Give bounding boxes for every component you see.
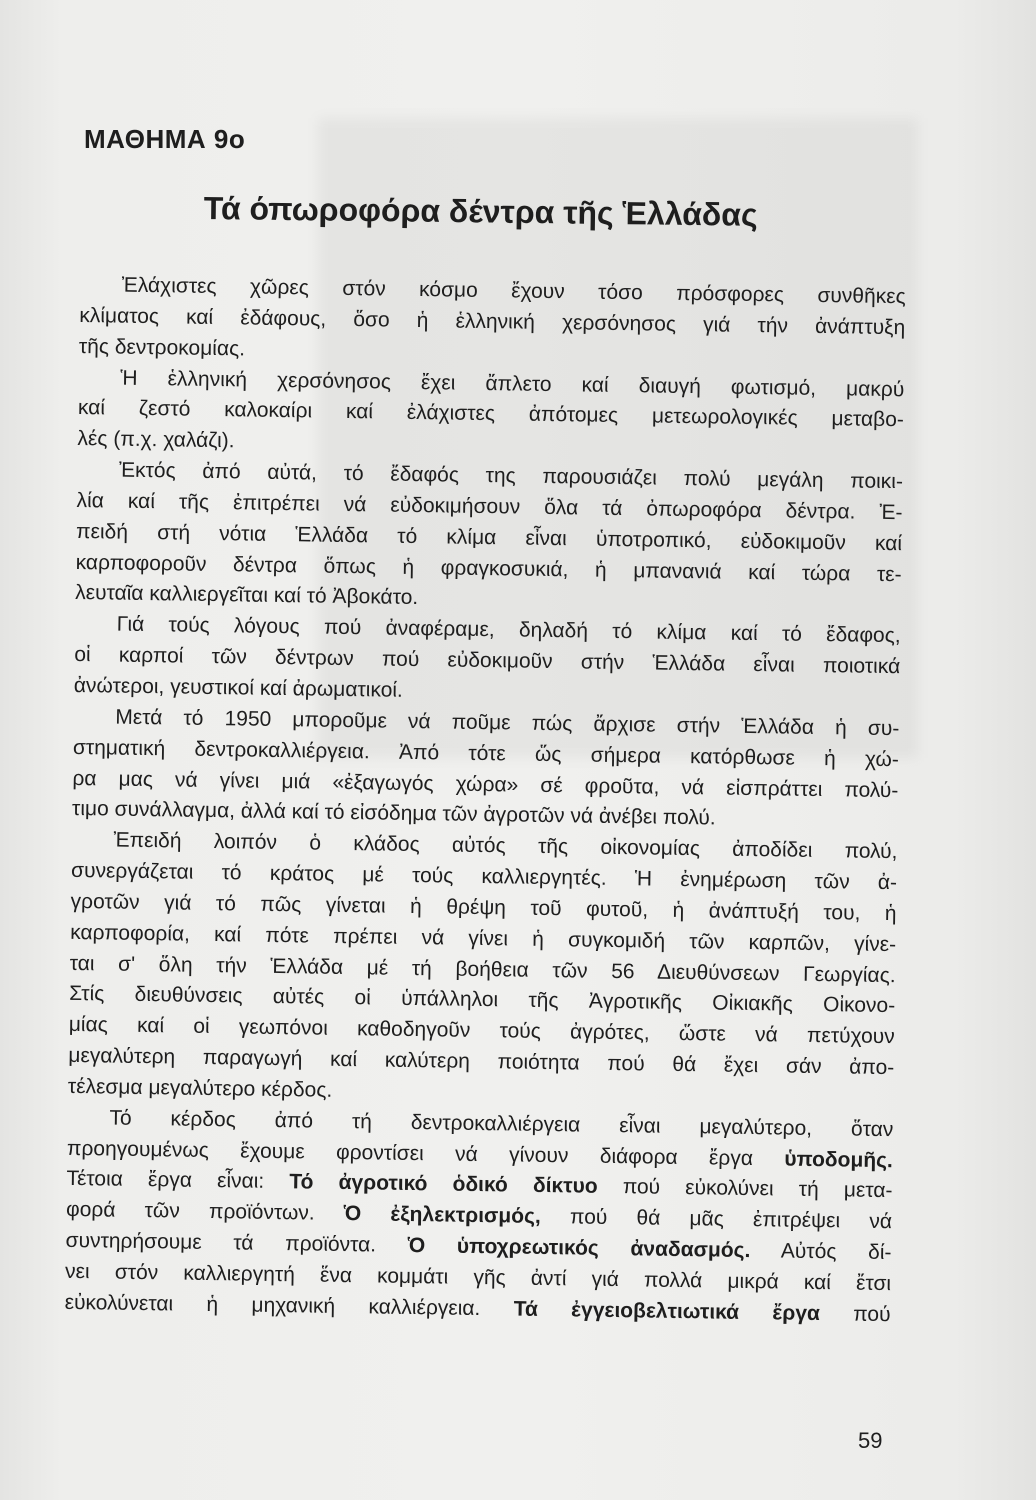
text-line: λευταῖα καλλιεργεῖται καί τό Ἀβοκάτο. bbox=[75, 581, 419, 610]
text-line: μεγαλύτερη παραγωγή καί καλύτερη ποιότητα πού θά ἔχει σάν ἀπο- bbox=[68, 1044, 895, 1080]
bold-term: Ὁ ἐξηλεκτρισμός, bbox=[343, 1202, 541, 1229]
text-line: Τό κέρδος ἀπό τή δεντροκαλλιέργεια εἶναι μεγαλύτερο, ὅταν bbox=[109, 1106, 894, 1141]
text-line: Ἡ ἑλληνική χερσόνησος ἔχει ἄπλετο καί διαυγή φωτισμό, μακρύ bbox=[120, 366, 905, 401]
text-line: Μετά τό 1950 μποροῦμε νά ποῦμε πώς ἄρχισε στήν Ἑλλάδα ἡ συ- bbox=[115, 705, 900, 741]
text-line: κλίματος καί ἐδάφους, ὅσο ἡ ἑλληνική χερσόνησος γιά τήν ἀνάπτυξη bbox=[79, 303, 906, 340]
text-line: Στίς διευθύνσεις αὐτές οἱ ὑπάλληλοι τῆς Ἀγροτικῆς Οἰκιακῆς Οἰκονο- bbox=[69, 982, 896, 1018]
text-line: τέλεσμα μεγαλύτερο κέρδος. bbox=[67, 1074, 333, 1102]
text-line: Ἐλάχιστες χῶρες στόν κόσμο ἔχουν τόσο πρόσφορες συνθῆκες bbox=[121, 273, 906, 309]
text-line: εὐκολύνεται ἡ μηχανική καλλιέργεια. Τά ἐγγειοβελτιωτικά ἔργα πού bbox=[64, 1290, 891, 1326]
text-line: ἀνώτεροι, γευστικοί καί ἀρωματικοί. bbox=[73, 673, 404, 702]
text-line: νει στόν καλλιεργητή ἕνα κομμάτι γῆς ἀντί γιά πολλά μικρά καί ἔτσι bbox=[64, 1259, 892, 1296]
text-line: στηματική δεντροκαλλιέργεια. Ἀπό τότε ὥς σήμερα κατόρθωσε ἡ χώ- bbox=[72, 735, 900, 771]
text-line: ρα μας νά γίνει μιά «ἐξαγωγός χώρα» σέ φροῦτα, νά εἰσπράττει πολύ- bbox=[72, 766, 899, 802]
text-line: λές (π.χ. χαλάζι). bbox=[77, 427, 235, 453]
text-line: καί ζεστό καλοκαίρι καί ἐλάχιστες ἀπότομες μετεωρολογικές μεταβο- bbox=[77, 396, 905, 432]
text-line: καρποφορία, καί πότε πρέπει νά γίνει ἡ συγκομιδή τῶν καρπῶν, γίνε- bbox=[70, 920, 897, 956]
body-text bbox=[64, 270, 905, 1331]
bold-term: Τό ἀγροτικό ὁδικό δίκτυο bbox=[289, 1170, 598, 1199]
text-line: Τέτοια ἔργα εἶναι: Τό ἀγροτικό ὁδικό δίκτυο πού εὐκολύνει τή μετα- bbox=[66, 1167, 893, 1203]
page-number: 59 bbox=[858, 1428, 883, 1453]
text-line: Ἐπειδή λοιπόν ὁ κλάδος αὐτός τῆς οἰκονομίας ἀποδίδει πολύ, bbox=[113, 828, 898, 864]
chapter-title: Τά όπωροφόρα δέντρα τῆς Ἑλλάδας bbox=[203, 190, 758, 233]
text-line: φορά τῶν προϊόντων. Ὁ ἐξηλεκτρισμός, πού θά μᾶς ἐπιτρέψει νά bbox=[65, 1198, 893, 1234]
text-line: μίας καί οἱ γεωπόνοι καθοδηγοῦν τούς ἀγρότες, ὥστε νά πετύχουν bbox=[68, 1013, 895, 1049]
text-line: ται σ' ὅλη τήν Ἑλλάδα μέ τή βοήθεια τῶν 56 Διευθύνσεων Γεωργίας. bbox=[69, 951, 896, 987]
text-line: Γιά τούς λόγους πού ἀναφέραμε, δηλαδή τό κλίμα καί τό ἔδαφος, bbox=[116, 612, 901, 648]
text-line: καρποφοροῦν δέντρα ὅπως ἡ φραγκοσυκιά, ἡ μπανανιά καί τώρα τε- bbox=[75, 550, 902, 586]
text-line: οἱ καρποί τῶν δέντρων πού εὐδοκιμοῦν στήν Ἑλλάδα εἶναι ποιοτικά bbox=[74, 643, 901, 679]
text-line: τῆς δεντροκομίας. bbox=[78, 334, 246, 361]
text-line: συνεργάζεται τό κράτος μέ τούς καλλιεργητές. Ἡ ἐνημέρωση τῶν ἀ- bbox=[70, 858, 898, 895]
text-line: πειδή στή νότια Ἑλλάδα τό κλίμα εἶναι ὑποτροπικό, εὐδοκιμοῦν καί bbox=[75, 519, 903, 555]
bold-term: Ὁ ὑποχρεωτικός ἀναδασμός. bbox=[407, 1234, 751, 1263]
text-line: τιμο συνάλλαγμα, ἀλλά καί τό εἰσόδημα τῶν ἀγροτῶν νά ἀνέβει πολύ. bbox=[71, 797, 716, 830]
text-line: συντηρήσουμε τά προϊόντα. Ὁ ὑποχρεωτικός ἀναδασμός. Αὐτός δί- bbox=[65, 1229, 892, 1265]
lesson-heading: ΜΑΘΗΜΑ 9ο bbox=[84, 124, 246, 154]
text-line: γροτῶν γιά τό πῶς γίνεται ἡ θρέψη τοῦ φυτοῦ, ἡ ἀνάπτυξή του, ἡ bbox=[70, 889, 897, 926]
bold-term: ὑποδομῆς. bbox=[784, 1147, 894, 1172]
text-line: προηγουμένως ἔχουμε φροντίσει νά γίνουν διάφορα ἔργα ὑποδομῆς. bbox=[66, 1136, 894, 1172]
bold-term: Τά ἐγγειοβελτιωτικά ἔργα bbox=[513, 1297, 821, 1325]
text-line: Ἐκτός ἀπό αὐτά, τό ἔδαφός της παρουσιάζει πολύ μεγάλη ποικι- bbox=[118, 458, 904, 494]
text-line: λία καί τῆς ἐπιτρέπει νά εὐδοκιμήσουν ὅλα τά ὀπωροφόρα δέντρα. Ἐ- bbox=[76, 488, 903, 525]
